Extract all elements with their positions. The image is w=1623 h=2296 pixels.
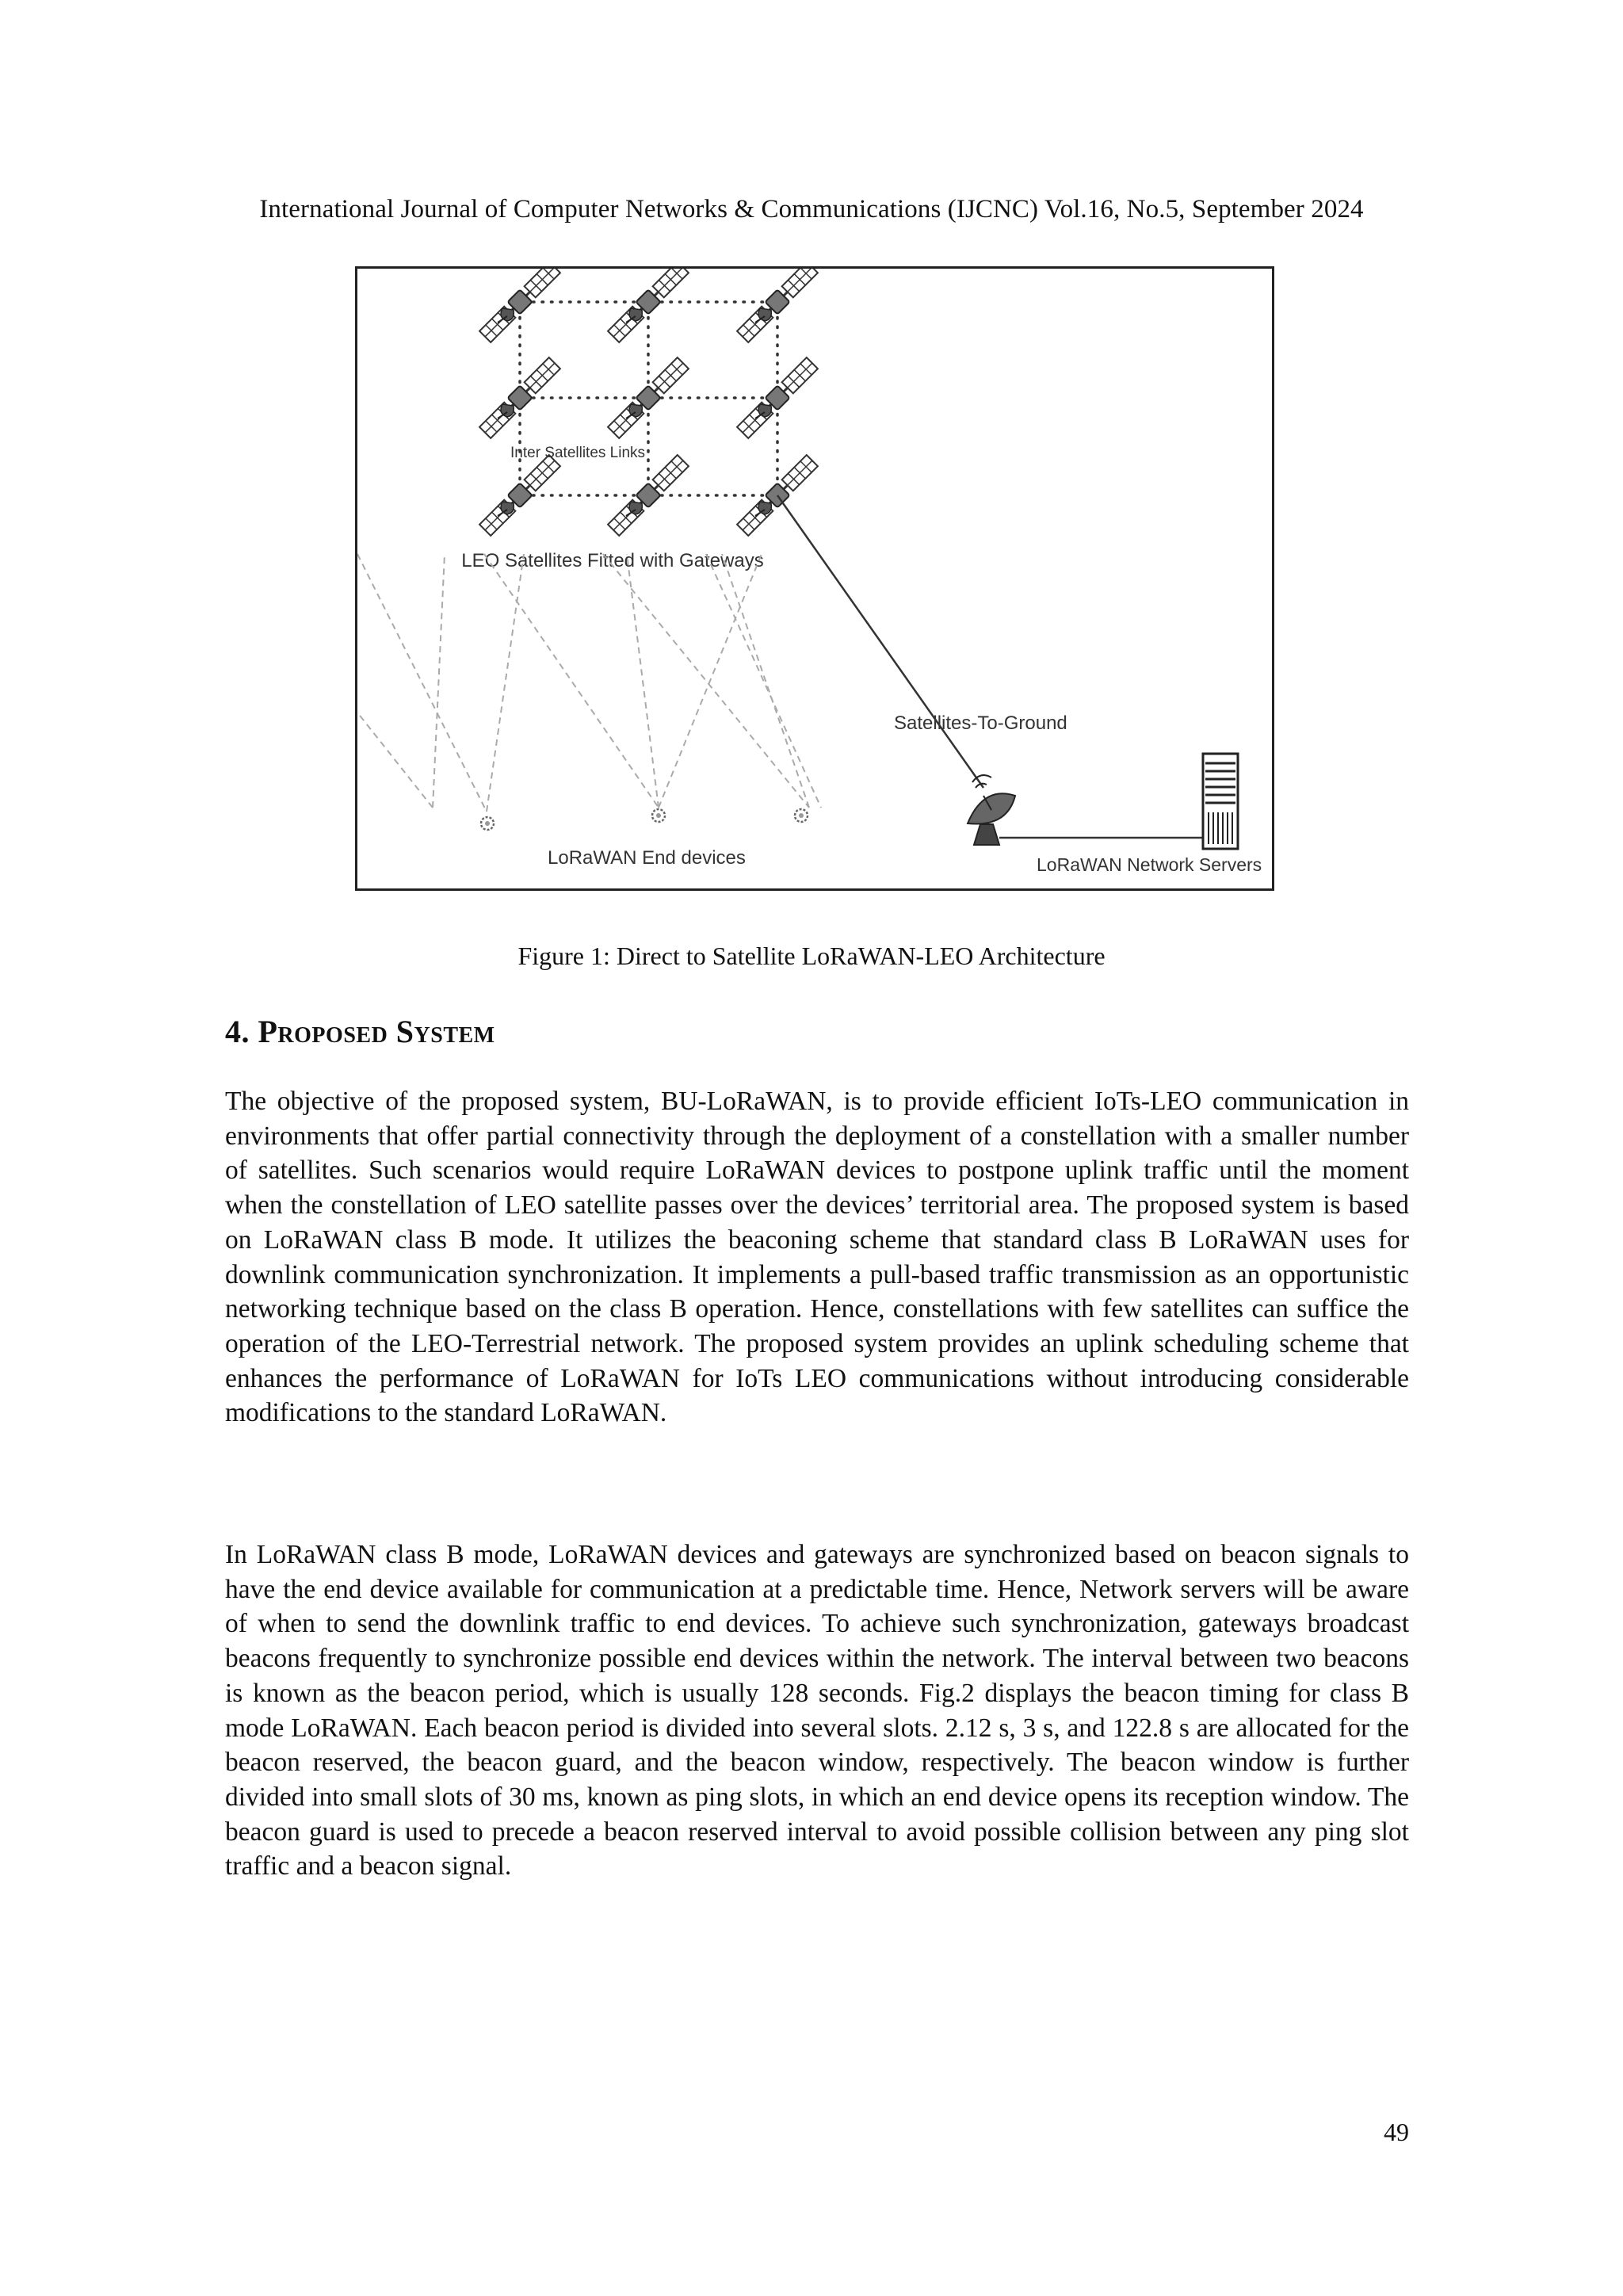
end-device-icon — [652, 809, 665, 822]
satellite-grid — [479, 269, 818, 537]
satellite-to-ground-link — [777, 495, 983, 788]
end-devices-label: LoRaWAN End devices — [548, 847, 746, 869]
satellites-to-ground-label: Satellites-To-Ground — [894, 712, 1067, 734]
page-number: 49 — [1384, 2118, 1409, 2146]
satellite-icon — [736, 269, 818, 343]
satellite-icon — [479, 357, 560, 438]
coverage-beams — [357, 554, 821, 812]
architecture-diagram — [357, 269, 1272, 888]
ground-station-dish-icon — [968, 775, 1015, 845]
satellite-icon — [479, 454, 560, 536]
body-paragraph: In LoRaWAN class B mode, LoRaWAN devices and gateways are synchronized based on beacon signals to have the end device available for communication at a predictable time. Hence, Network servers will be aware of when to send the downlink traffic to end devices. To achieve such synchronization, gateways broadcast beacons frequently to synchronize possible end devices within the network. The interval between two beacons is known as the beacon period, which is usually 128 seconds. Fig.2 displays the beacon timing for class B mode LoRaWAN. Each beacon period is divided into several slots. 2.12 s, 3 s, and 122.8 s are allocated for the beacon reserved, the beacon guard, and the beacon window, respectively. The beacon window is further divided into small slots of 30 ms, known as ping slots, in which an end device opens its reception window. The beacon guard is used to precede a beacon reserved interval to avoid possible collision between any ping slot traffic and a beacon signal. — [225, 1540, 1409, 1881]
satellite-icon — [607, 454, 689, 536]
satellite-icon — [607, 357, 689, 438]
architecture-figure — [355, 266, 1274, 891]
network-server-rack-icon — [1203, 754, 1238, 849]
network-servers-label: LoRaWAN Network Servers — [1037, 854, 1262, 875]
end-devices — [481, 809, 808, 830]
inter-satellite-links-label: Inter Satellites Links — [510, 445, 646, 461]
end-device-icon — [481, 817, 494, 830]
satellite-icon — [479, 269, 560, 343]
leo-satellites-label: LEO Satellites Fitted with Gateways — [461, 550, 764, 571]
body-paragraph: The objective of the proposed system, BU-LoRaWAN, is to provide efficient IoTs-LEO communication in environments that offer partial connectivity through the deployment of a constellation with a smaller number of satellites. Such scenarios would require LoRaWAN devices to postpone uplink traffic until the moment when the constellation of LEO satellite passes over the devices’ territorial area. The proposed system is based on LoRaWAN class B mode. It utilizes the beaconing scheme that standard class B LoRaWAN uses for downlink communication synchronization. It implements a pull-based traffic transmission as an opportunistic networking technique based on the class B operation. Hence, constellations with few satellites can suffice the operation of the LEO-Terrestrial network. The proposed system provides an uplink scheduling scheme that enhances the performance of LoRaWAN for IoTs LEO communications without introducing considerable modifications to the standard LoRaWAN. — [225, 1087, 1409, 1428]
running-header: International Journal of Computer Networks & Communications (IJCNC) Vol.16, No.5, September 2024 — [259, 195, 1364, 223]
section-heading — [225, 1013, 495, 1050]
section-number: 4. — [225, 1014, 250, 1049]
satellite-icon — [736, 357, 818, 438]
figure-caption: Figure 1: Direct to Satellite LoRaWAN-LEO Architecture — [517, 942, 1106, 970]
section-title: Proposed System — [258, 1014, 495, 1049]
end-device-icon — [795, 809, 808, 822]
satellite-icon — [607, 269, 689, 343]
